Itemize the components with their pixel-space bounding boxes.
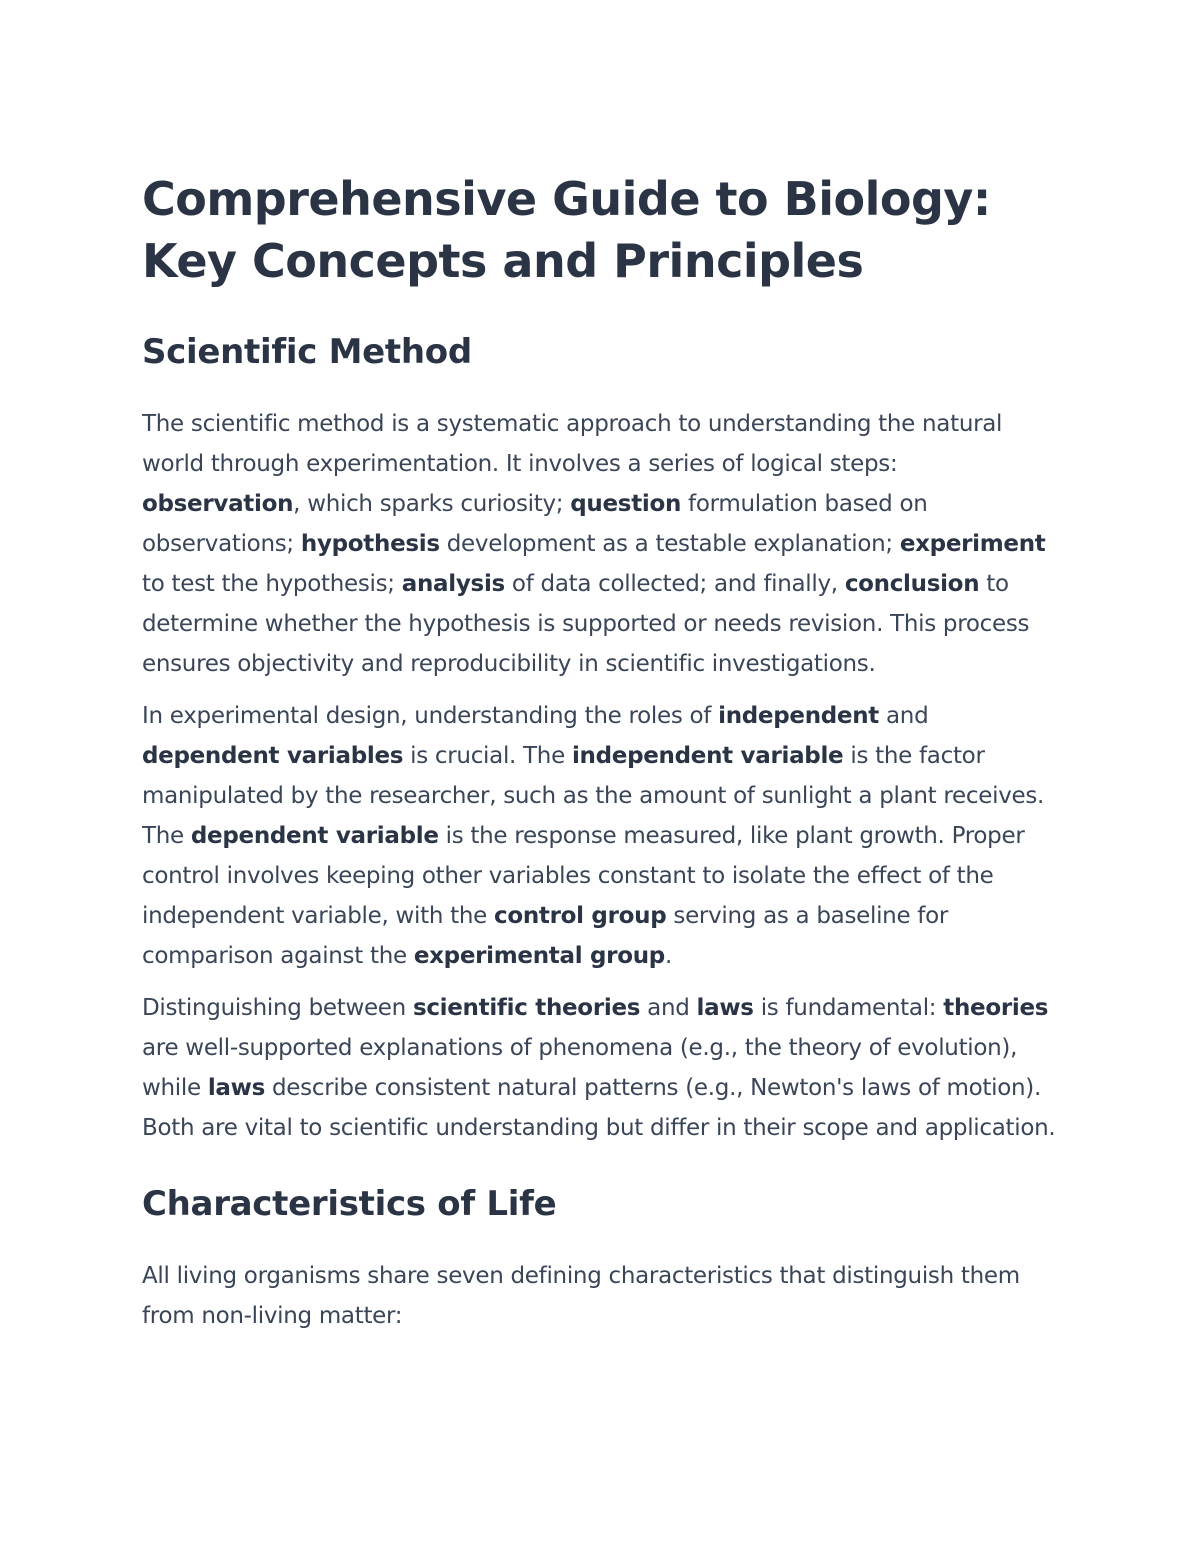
paragraph [142, 988, 1058, 1148]
text-run: and [879, 703, 929, 729]
page-title: Comprehensive Guide to Biology: Key Concepts and Principles [142, 172, 991, 288]
paragraph [142, 404, 1058, 684]
bold-term: dependent variables [142, 743, 404, 769]
text-run: is the factor manipulated by the researcher, such as the amount of sunlight a plant receives. The [142, 743, 1045, 849]
text-run: Distinguishing between [142, 995, 413, 1021]
text-run: is crucial. The [403, 743, 572, 769]
bold-term: independent variable [571, 743, 844, 769]
text-run: serving as a baseline for comparison against the [142, 903, 949, 969]
bold-term: theories [943, 995, 1049, 1021]
text-run: are well-supported explanations of phenomena (e.g., the theory of evolution), while [142, 1035, 1018, 1101]
bold-term: laws [696, 995, 754, 1021]
text-run: to test the hypothesis; [142, 571, 402, 597]
text-run: and [640, 995, 697, 1021]
paragraph [142, 1256, 1058, 1336]
text-run: All living organisms share seven defining characteristics that distinguish them from non-living matter: [142, 1263, 1020, 1329]
text-run: of data collected; and finally, [504, 571, 845, 597]
bold-term: independent [718, 703, 879, 729]
bold-term: dependent variable [190, 823, 439, 849]
section-characteristics-of-life [142, 1182, 1058, 1336]
text-run: is fundamental: [753, 995, 944, 1021]
bold-term: observation [142, 491, 294, 517]
bold-term: hypothesis [300, 531, 440, 557]
document-page [142, 168, 1058, 1348]
bold-term: laws [207, 1075, 265, 1101]
bold-term: experimental group [413, 943, 665, 969]
section-heading: Scientific Method [142, 332, 472, 372]
section-heading: Characteristics of Life [142, 1184, 557, 1224]
text-run: describe consistent natural patterns (e.g., Newton's laws of motion). Both are vital to scientific understanding but differ in their scope and application. [142, 1075, 1056, 1141]
bold-term: control group [493, 903, 667, 929]
paragraph [142, 696, 1058, 976]
bold-term: question [570, 491, 682, 517]
text-run: . [664, 943, 672, 969]
text-run: is the response measured, like plant growth. Proper control involves keeping other variables constant to isolate the effect of the independent variable, with the [142, 823, 1025, 929]
text-run: formulation based on observations; [142, 491, 928, 557]
text-run: development as a testable explanation; [439, 531, 900, 557]
text-run: The scientific method is a systematic approach to understanding the natural world through experimentation. It involves a series of logical steps: [142, 411, 1003, 477]
text-run: In experimental design, understanding the roles of [142, 703, 719, 729]
bold-term: scientific theories [412, 995, 641, 1021]
bold-term: experiment [899, 531, 1046, 557]
bold-term: conclusion [844, 571, 980, 597]
text-run: , which sparks curiosity; [293, 491, 571, 517]
bold-term: analysis [401, 571, 505, 597]
section-scientific-method [142, 330, 1058, 1148]
text-run: to determine whether the hypothesis is supported or needs revision. This process ensures objectivity and reproducibility in scientific investigations. [142, 571, 1030, 677]
